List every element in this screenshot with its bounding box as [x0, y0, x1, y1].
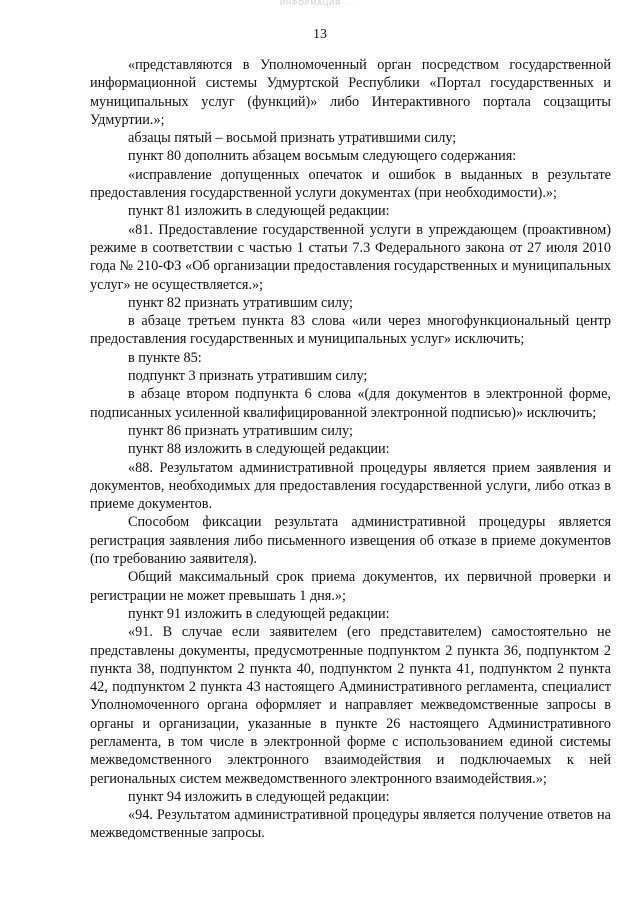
paragraph: пункт 88 изложить в следующей редакции:: [128, 441, 390, 458]
paragraph: Общий максимальный срок приема документов, их первичной проверки и регистрации не может превышать 1 дня.»;: [90, 569, 611, 604]
paragraph: пункт 86 признать утратившим силу;: [128, 422, 353, 439]
paragraph: в абзаце третьем пункта 83 слова «или через многофункциональный центр предоставления государственных и муниципальных услуг» исключить;: [90, 313, 611, 348]
paragraph: подпункт 3 признать утратившим силу;: [128, 368, 368, 385]
paragraph: абзацы пятый – восьмой признать утратившими силу;: [128, 130, 457, 147]
page-number: 13: [313, 27, 327, 42]
paragraph: Способом фиксации результата административной процедуры является регистрация заявления либо письменного извещения об отказе в приеме документов (по требованию заявителя).: [90, 514, 611, 568]
paragraph: пункт 80 дополнить абзацем восьмым следующего содержания:: [128, 148, 517, 165]
scan-artifact: ИНФОРМАЦИЯ · · ·: [279, 0, 361, 7]
paragraph: пункт 81 изложить в следующей редакции:: [128, 203, 390, 220]
paragraph: «91. В случае если заявителем (его представителем) самостоятельно не представлены документы, предусмотренные подпунктом 2 пункта 36, подпунктом 2 пункта 38, подпунктом 2 пункта 40, подпунктом 2 пункта 41, подпунктом 2 пункта 42, подпунктом 2 пункта 43 настоящего Административного регламента, специалист Уполномоченного органа оформляет и направляет межведомственные запросы в органы и организации, указанные в пункте 26 настоящего Административного регламента, в том числе в электронной форме с использованием единой системы межведомственного электронного взаимодействия и подключаемых к ней региональных систем межведомственного электронного взаимодействия.»;: [90, 624, 611, 787]
paragraph: пункт 94 изложить в следующей редакции:: [128, 788, 390, 805]
paragraph: в абзаце втором подпункта 6 слова «(для документов в электронной форме, подписанных усиленной квалифицированной электронной подписью)» исключить;: [90, 386, 611, 421]
paragraph: пункт 91 изложить в следующей редакции:: [128, 605, 390, 622]
paragraph: «81. Предоставление государственной услуги в упреждающем (проактивном) режиме в соответствии с частью 1 статьи 7.3 Федерального закона от 27 июля 2010 года № 210-ФЗ «Об организации предоставления государственных и муниципальных услуг» не осуществляется.»;: [90, 221, 611, 293]
paragraph: «88. Результатом административной процедуры является прием заявления и документов, необходимых для предоставления государственной услуги, либо отказ в приеме документов.: [90, 459, 611, 513]
paragraph: пункт 82 признать утратившим силу;: [128, 294, 353, 311]
paragraph: «исправление допущенных опечаток и ошибок в выданных в результате предоставления государственной услуги документах (при необходимости).»;: [90, 166, 611, 202]
document-body: [90, 56, 611, 843]
paragraph: «94. Результатом административной процедуры является получение ответов на межведомственные запросы.: [90, 807, 611, 842]
paragraph: «представляются в Уполномоченный орган посредством государственной информационной системы Удмуртской Республики «Портал государственных и муниципальных услуг (функций)» либо Интерактивного портала соцзащиты Удмуртии.»;: [90, 57, 611, 128]
paragraph: в пункте 85:: [128, 349, 202, 366]
